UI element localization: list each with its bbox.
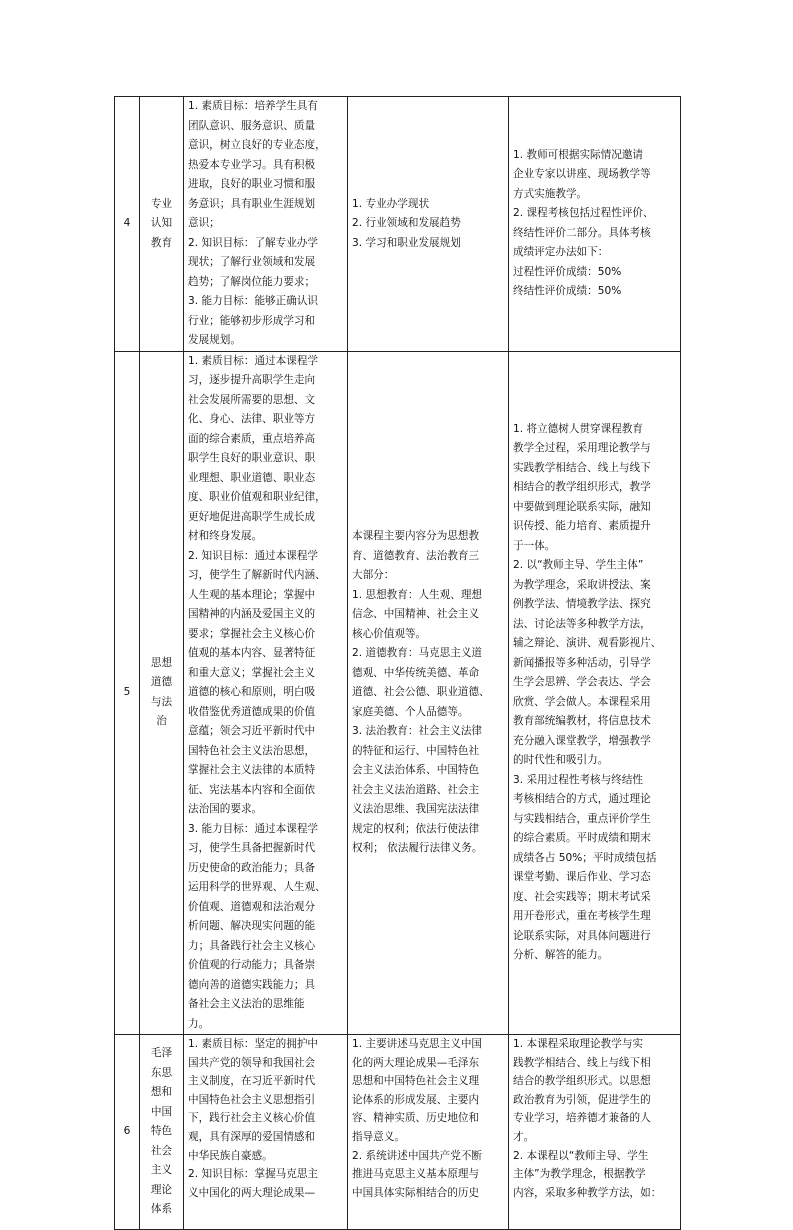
course-requirements: 1. 教师可根据实际情况邀请 企业专家以讲座、现场教学等 方式实施教学。 2. 课程考核包括过程性评价、 终结性评价二部分。具体考核 成绩评定办法如下： 过程性评价成绩：50% 终结性评价成绩：50% — [509, 97, 681, 352]
course-goals: 1. 素质目标：通过本课程学 习，逐步提升高职学生走向 社会发展所需要的思想、文 化、身心、法律、职业等方 面的综合素质，重点培养高 职学生良好的职业意识、职 业理想、职业道德、职业态 度、职业价值观和职业纪律， 更好地促进高职学生成长成 材和终身发展。 2. 知识目标：通过本课程学 习，使学生了解新时代内涵、 人生观的基本理论；掌握中 国精神的内涵及爱国主义的 要求；掌握社会主义核心价 值观的基本内容、显著特征 和重大意义；掌握社会主义 道德的核心和原则，明白吸 收借鉴优秀道德成果的价值 意蕴；领会习近平新时代中 国特色社会主义法治思想， 掌握社会主义法律的本质特 征、宪法基本内容和全面依 法治国的要求。 3. 能力目标：通过本课程学 习，使学生具备把握新时代 历史使命的政治能力；具备 运用科学的世界观、人生观、 价值观、道德观和法治观分 析问题、解决现实问题的能 力；具备践行社会主义核心 价值观的行动能力；具备崇 德向善的道德实践能力；具 备社会主义法治的思维能 力。 — [184, 351, 348, 1035]
course-requirements: 1. 本课程采取理论教学与实 践教学相结合、线上与线下相 结合的教学组织形式。以思想 政治教育为引领，促进学生的 专业学习，培养德才兼备的人 才。 2. 本课程以“教师主导、学生 主体”为教学理念，根据教学 内容，采取多种教学方法，如： — [509, 1035, 681, 1230]
row-index: 4 — [115, 97, 140, 352]
course-content: 1. 专业办学现状 2. 行业领域和发展趋势 3. 学习和职业发展规划 — [348, 97, 509, 352]
table-row — [115, 97, 681, 352]
table-row — [115, 1035, 681, 1230]
course-goals: 1. 素质目标：坚定的拥护中 国共产党的领导和我国社会 主义制度，在习近平新时代 中国特色社会主义思想指引 下，践行社会主义核心价值 观，具有深厚的爱国情感和 中华民族自豪感。 2. 知识目标：掌握马克思主 义中国化的两大理论成果— — [184, 1035, 348, 1230]
course-goals: 1. 素质目标：培养学生具有 团队意识、服务意识、质量 意识，树立良好的专业态度， 热爱本专业学习。具有积极 进取，良好的职业习惯和服 务意识；具有职业生涯规划 意识； 2. 知识目标：了解专业办学 现状；了解行业领域和发展 趋势；了解岗位能力要求； 3. 能力目标：能够正确认识 行业；能够初步形成学习和 发展规划。 — [184, 97, 348, 352]
course-content: 1. 主要讲述马克思主义中国 化的两大理论成果—毛泽东 思想和中国特色社会主义理 论体系的形成发展、主要内 容、精神实质、历史地位和 指导意义。 2. 系统讲述中国共产党不断 推进马克思主义基本原理与 中国具体实际相结合的历史 — [348, 1035, 509, 1230]
course-requirements: 1. 将立德树人贯穿课程教育 教学全过程，采用理论教学与 实践教学相结合、线上与线下 相结合的教学组织形式，教学 中要做到理论联系实际，融知 识传授、能力培育、素质提升 于一体。 2. 以“教师主导、学生主体” 为教学理念，采取讲授法、案 例教学法、情境教学法、探究 法、讨论法等多种教学方法， 辅之辩论、演讲、观看影视片、 新闻播报等多种活动，引导学 生学会思辨、学会表达、学会 欣赏、学会做人。本课程采用 教育部统编教材，将信息技术 充分融入课堂教学，增强教学 的时代性和吸引力。 3. 采用过程性考核与终结性 考核相结合的方式，通过理论 与实践相结合，重点评价学生 的综合素质。平时成绩和期末 成绩各占 50%；平时成绩包括 课堂考勤、课后作业、学习态 度、社会实践等；期末考试采 用开卷形式，重在考核学生理 论联系实际，对具体问题进行 分析、解答的能力。 — [509, 351, 681, 1035]
course-name: 毛泽 东思 想和 中国 特色 社会 主义 理论 体系 — [140, 1035, 184, 1230]
row-index: 6 — [115, 1035, 140, 1230]
course-name: 专业 认知 教育 — [140, 97, 184, 352]
course-name: 思想 道德 与法 治 — [140, 351, 184, 1035]
table-row — [115, 351, 681, 1035]
course-content: 本课程主要内容分为思想教 育、道德教育、法治教育三 大部分： 1. 思想教育：人生观、理想 信念、中国精神、社会主义 核心价值观等。 2. 道德教育：马克思主义道 德观、中华传统美德、革命 道德、社会公德、职业道德、 家庭美德、个人品德等。 3. 法治教育：社会主义法律 的特征和运行、中国特色社 会主义法治体系、中国特色 社会主义法治道路、社会主 义法治思维、我国宪法法律 规定的权利；依法行使法律 权利； 依法履行法律义务。 — [348, 351, 509, 1035]
course-table — [114, 96, 681, 1230]
row-index: 5 — [115, 351, 140, 1035]
